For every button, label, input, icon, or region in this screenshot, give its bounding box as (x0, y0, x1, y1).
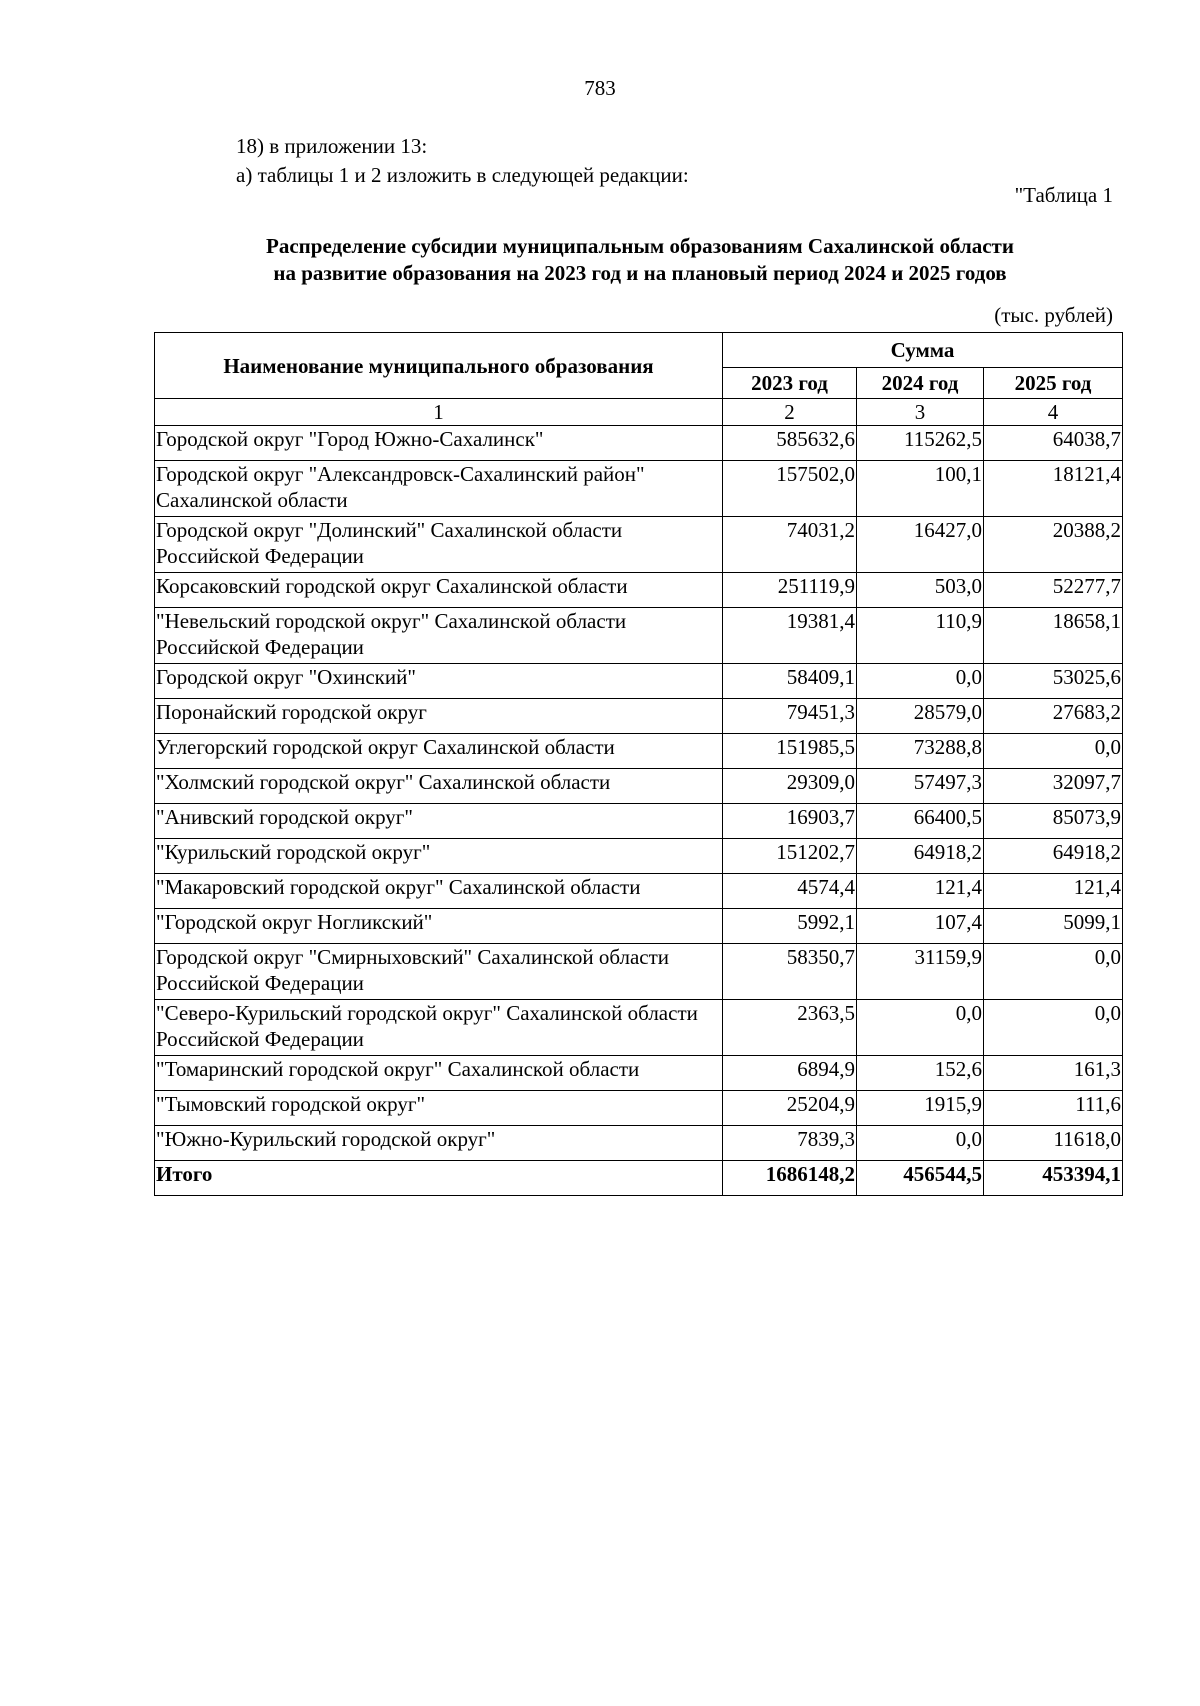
value-2023: 157502,0 (723, 461, 857, 517)
value-2024: 100,1 (857, 461, 984, 517)
value-2024: 16427,0 (857, 517, 984, 573)
value-2023: 251119,9 (723, 573, 857, 608)
value-2025: 0,0 (984, 1000, 1123, 1056)
table-row (155, 517, 1123, 573)
municipality-name: Городской округ "Охинский" (155, 664, 723, 699)
value-2023: 585632,6 (723, 426, 857, 461)
header-year-2025: 2025 год (984, 368, 1123, 399)
value-2024: 0,0 (857, 664, 984, 699)
value-2025: 52277,7 (984, 573, 1123, 608)
value-2024: 115262,5 (857, 426, 984, 461)
municipality-name: "Северо-Курильский городской округ" Сахалинской области Российской Федерации (155, 1000, 723, 1056)
value-2024: 0,0 (857, 1126, 984, 1161)
municipality-name: "Холмский городской округ" Сахалинской области (155, 769, 723, 804)
municipality-name: "Невельский городской округ" Сахалинской области Российской Федерации (155, 608, 723, 664)
value-2025: 0,0 (984, 734, 1123, 769)
value-2024: 57497,3 (857, 769, 984, 804)
value-2025: 18658,1 (984, 608, 1123, 664)
table-row (155, 909, 1123, 944)
value-2023: 29309,0 (723, 769, 857, 804)
municipality-name: Углегорский городской округ Сахалинской области (155, 734, 723, 769)
table-row (155, 699, 1123, 734)
municipality-name: Поронайский городской округ (155, 699, 723, 734)
value-2023: 16903,7 (723, 804, 857, 839)
table-title-line-2: на развитие образования на 2023 год и на плановый период 2024 и 2025 годов (273, 261, 1007, 285)
value-2023: 7839,3 (723, 1126, 857, 1161)
table-row (155, 734, 1123, 769)
value-2023: 19381,4 (723, 608, 857, 664)
value-2023: 79451,3 (723, 699, 857, 734)
total-row (155, 1161, 1123, 1196)
value-2024: 1915,9 (857, 1091, 984, 1126)
municipality-name: "Курильский городской округ" (155, 839, 723, 874)
column-number-row (155, 399, 1123, 426)
table-row (155, 664, 1123, 699)
value-2023: 5992,1 (723, 909, 857, 944)
value-2024: 73288,8 (857, 734, 984, 769)
table-row (155, 1000, 1123, 1056)
municipality-name: "Городской округ Ногликский" (155, 909, 723, 944)
municipality-name: Городской округ "Город Южно-Сахалинск" (155, 426, 723, 461)
value-2025: 121,4 (984, 874, 1123, 909)
table-row (155, 804, 1123, 839)
value-2024: 152,6 (857, 1056, 984, 1091)
table-row (155, 608, 1123, 664)
header-sum: Сумма (723, 333, 1123, 368)
municipality-name: "Южно-Курильский городской округ" (155, 1126, 723, 1161)
value-2025: 0,0 (984, 944, 1123, 1000)
value-2025: 27683,2 (984, 699, 1123, 734)
value-2023: 6894,9 (723, 1056, 857, 1091)
municipality-name: "Тымовский городской округ" (155, 1091, 723, 1126)
table-row (155, 944, 1123, 1000)
table-reference: "Таблица 1 (1014, 183, 1113, 207)
table-header-row (155, 333, 1123, 368)
municipality-name: Городской округ "Долинский" Сахалинской области Российской Федерации (155, 517, 723, 573)
value-2023: 4574,4 (723, 874, 857, 909)
intro-line-2: а) таблицы 1 и 2 изложить в следующей редакции: (236, 163, 689, 187)
value-2025: 64918,2 (984, 839, 1123, 874)
municipality-name: Городской округ "Александровск-Сахалинский район" Сахалинской области (155, 461, 723, 517)
value-2025: 20388,2 (984, 517, 1123, 573)
table-row (155, 874, 1123, 909)
column-number: 2 (723, 399, 857, 426)
value-2025: 85073,9 (984, 804, 1123, 839)
column-number: 3 (857, 399, 984, 426)
header-name: Наименование муниципального образования (155, 333, 723, 399)
value-2024: 66400,5 (857, 804, 984, 839)
header-year-2023: 2023 год (723, 368, 857, 399)
value-2025: 18121,4 (984, 461, 1123, 517)
value-2024: 121,4 (857, 874, 984, 909)
value-2023: 25204,9 (723, 1091, 857, 1126)
municipality-name: "Макаровский городской округ" Сахалинской области (155, 874, 723, 909)
value-2025: 64038,7 (984, 426, 1123, 461)
value-2025: 161,3 (984, 1056, 1123, 1091)
value-2024: 107,4 (857, 909, 984, 944)
value-2023: 151985,5 (723, 734, 857, 769)
page-number: 783 (584, 76, 616, 100)
table-row (155, 1056, 1123, 1091)
column-number: 4 (984, 399, 1123, 426)
value-2023: 74031,2 (723, 517, 857, 573)
value-2025: 5099,1 (984, 909, 1123, 944)
value-2023: 2363,5 (723, 1000, 857, 1056)
value-2024: 503,0 (857, 573, 984, 608)
value-2025: 32097,7 (984, 769, 1123, 804)
municipality-name: "Анивский городской округ" (155, 804, 723, 839)
value-2023: 58409,1 (723, 664, 857, 699)
total-label: Итого (155, 1161, 723, 1196)
intro-line-1: 18) в приложении 13: (236, 134, 428, 158)
table-row (155, 769, 1123, 804)
table-row (155, 1091, 1123, 1126)
total-2023: 1686148,2 (723, 1161, 857, 1196)
value-2025: 53025,6 (984, 664, 1123, 699)
value-2024: 110,9 (857, 608, 984, 664)
value-2023: 151202,7 (723, 839, 857, 874)
value-2023: 58350,7 (723, 944, 857, 1000)
municipality-name: Корсаковский городской округ Сахалинской области (155, 573, 723, 608)
value-2025: 111,6 (984, 1091, 1123, 1126)
table-row (155, 1126, 1123, 1161)
value-2024: 28579,0 (857, 699, 984, 734)
municipality-name: "Томаринский городской округ" Сахалинской области (155, 1056, 723, 1091)
value-2025: 11618,0 (984, 1126, 1123, 1161)
value-2024: 31159,9 (857, 944, 984, 1000)
value-2024: 64918,2 (857, 839, 984, 874)
subsidy-table (154, 332, 1123, 1196)
total-2024: 456544,5 (857, 1161, 984, 1196)
municipality-name: Городской округ "Смирныховский" Сахалинской области Российской Федерации (155, 944, 723, 1000)
table-row (155, 573, 1123, 608)
column-number: 1 (155, 399, 723, 426)
table-title (150, 233, 1130, 287)
table-title-line-1: Распределение субсидии муниципальным образованиям Сахалинской области (266, 234, 1014, 258)
total-2025: 453394,1 (984, 1161, 1123, 1196)
table-row (155, 839, 1123, 874)
table-row (155, 461, 1123, 517)
units-label: (тыс. рублей) (994, 303, 1113, 327)
table-row (155, 426, 1123, 461)
header-year-2024: 2024 год (857, 368, 984, 399)
value-2024: 0,0 (857, 1000, 984, 1056)
